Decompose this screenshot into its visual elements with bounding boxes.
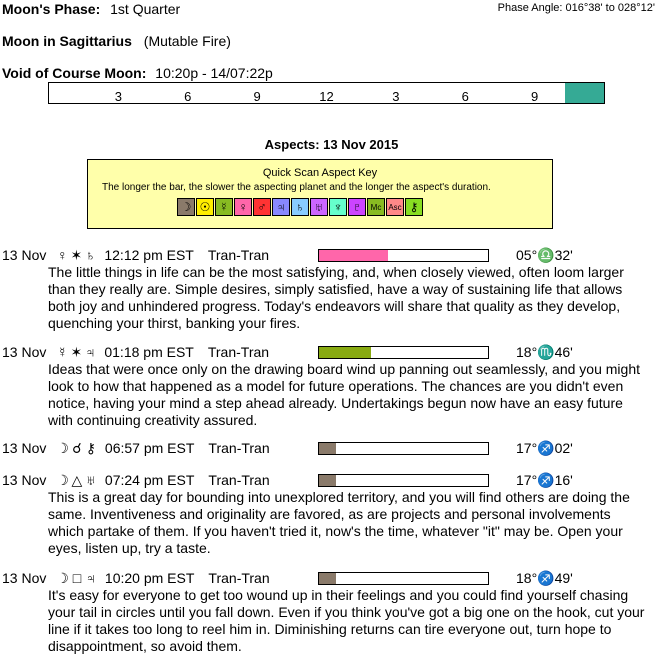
- moon-sign: [2, 33, 231, 49]
- moon-icon: ☽: [177, 198, 195, 216]
- moon-phase-label: Moon's Phase:: [2, 1, 101, 17]
- sun-icon: ☉: [196, 198, 214, 216]
- voc-value: 10:20p - 14/07:22p: [155, 65, 273, 81]
- aspect-duration-fill: [319, 475, 336, 486]
- aspect-description: The little things in life can be the most satisfying, and, when closely viewed, often loom larger than they really are. Simple desires, simply satisfied, have a way of sustaining life that allows both joy and unhindered progress. Today's endeavors will share that quality as they develop, quenching your thirst, banking your fires.: [48, 264, 624, 331]
- aspects-title: Aspects: 13 Nov 2015: [264, 137, 399, 152]
- aspect-description: Ideas that were once only on the drawing board wind up panning out seamlessly, and you might look to how that happened as a model for future operations. The chances are you didn't even notice, having your mind a step ahead already. Undertakings begun now have an easy future with continuing creativity assured.: [48, 361, 640, 428]
- timeline-tick-label: 3: [114, 89, 122, 104]
- planet-2-icon: ♅: [85, 472, 97, 488]
- planet-2-icon: ♃: [85, 570, 97, 586]
- planet-1-icon: ☽: [56, 440, 69, 456]
- timeline-tick-label: 6: [184, 89, 192, 104]
- aspect-date: 13 Nov: [2, 570, 47, 586]
- aspect-time: 12:12 pm EST: [104, 247, 194, 263]
- midheaven-icon: Mc: [367, 198, 385, 216]
- saturn-icon: ♄: [291, 198, 309, 216]
- aspect-date: 13 Nov: [2, 344, 47, 360]
- aspect-time: 10:20 pm EST: [104, 570, 195, 586]
- aspect-duration-bar: [318, 346, 489, 359]
- aspect-duration-bar: [318, 442, 489, 455]
- chiron-icon: ⚷: [405, 198, 423, 216]
- venus-icon: ♀: [234, 198, 252, 216]
- moon-sign-label: Moon in Sagittarius: [2, 33, 132, 49]
- aspect-duration-fill: [319, 443, 336, 454]
- neptune-icon: ♆: [329, 198, 347, 216]
- timeline-tick-label: 9: [253, 89, 261, 104]
- jupiter-icon: ♃: [272, 198, 290, 216]
- aspect-degree: 17°♐16': [516, 472, 573, 488]
- aspect-key: [87, 159, 553, 229]
- timeline-tick-label: 9: [531, 89, 539, 104]
- aspect-glyph-icon: ☌: [72, 440, 82, 456]
- aspect-degree: 18°♐49': [516, 570, 573, 586]
- aspect-degree: 18°♏46': [516, 344, 573, 360]
- voc-timeline: [48, 82, 605, 104]
- uranus-icon: ♅: [310, 198, 328, 216]
- aspect-description: This is a great day for bounding into unexplored territory, and you will find others are doing the same. Inventiveness and originality are favored, as are projects and personal involvements which partake of them. If you haven't tried it, now's the time, whatever "it" may be. Open your eyes, listen up, try a taste.: [48, 489, 630, 556]
- voc-label: Void of Course Moon:: [2, 65, 147, 81]
- aspect-glyph-icon: ✶: [70, 247, 83, 263]
- aspect-time: 06:57 pm EST: [104, 440, 195, 456]
- mercury-icon: ☿: [215, 198, 233, 216]
- voc-timeline-fill: [565, 83, 604, 103]
- aspect-duration-fill: [319, 250, 388, 261]
- aspect-date: 13 Nov: [2, 472, 47, 488]
- aspect-degree: 17°♐02': [516, 440, 573, 456]
- aspect-time: 01:18 pm EST: [104, 344, 194, 360]
- aspect-duration-bar: [318, 572, 489, 585]
- aspect-date: 13 Nov: [2, 440, 47, 456]
- planet-1-icon: ♀: [57, 247, 68, 263]
- planet-2-icon: ♄: [85, 247, 96, 263]
- aspect-description: It's easy for everyone to get too wound up in their feelings and you could find yourself chasing your tail in circles until you fall down. Even if you think you've got a big one on the hook, cut your line if it takes too long to reel him in. Diminishing returns can tire everyone out, turn hope to disappointment, so avoid them.: [48, 587, 645, 654]
- planet-1-icon: ☽: [56, 472, 69, 488]
- aspect-type: Tran-Tran: [208, 472, 270, 488]
- aspect-key-swatches: [177, 198, 424, 216]
- aspect-type: Tran-Tran: [207, 344, 270, 360]
- aspect-header: [2, 570, 270, 587]
- aspect-time: 07:24 pm EST: [104, 472, 195, 488]
- aspect-duration-bar: [318, 474, 489, 487]
- aspect-glyph-icon: △: [71, 472, 83, 488]
- mars-icon: ♂: [253, 198, 271, 216]
- aspect-duration-fill: [319, 573, 336, 584]
- aspect-header: [2, 472, 270, 489]
- aspect-type: Tran-Tran: [208, 440, 270, 456]
- planet-1-icon: ☿: [57, 344, 68, 360]
- aspect-key-description: The longer the bar, the slower the aspecting planet and the longer the aspect's duration.: [102, 182, 491, 193]
- aspect-glyph-icon: □: [72, 570, 82, 586]
- moon-phase: [2, 1, 180, 17]
- aspect-header: [2, 344, 269, 361]
- moon-phase-value: 1st Quarter: [110, 1, 181, 17]
- planet-1-icon: ☽: [56, 570, 69, 586]
- aspect-type: Tran-Tran: [207, 247, 270, 263]
- pluto-icon: ♇: [348, 198, 366, 216]
- aspect-duration-fill: [319, 347, 371, 358]
- timeline-tick-label: 3: [392, 89, 400, 104]
- aspect-glyph-icon: ✶: [70, 344, 83, 360]
- moon-sign-note: (Mutable Fire): [143, 33, 231, 49]
- aspect-duration-bar: [318, 249, 489, 262]
- aspect-header: [2, 440, 270, 457]
- timeline-tick-label: 6: [461, 89, 469, 104]
- aspect-header: [2, 247, 269, 264]
- void-of-course: [2, 65, 273, 81]
- aspect-type: Tran-Tran: [208, 570, 270, 586]
- aspect-key-title: Quick Scan Aspect Key: [262, 167, 378, 179]
- aspect-date: 13 Nov: [2, 247, 47, 263]
- phase-angle: Phase Angle: 016°38' to 028°12': [497, 2, 655, 14]
- ascendant-icon: Asc: [386, 198, 404, 216]
- planet-2-icon: ⚷: [85, 440, 97, 456]
- planet-2-icon: ♃: [85, 344, 96, 360]
- timeline-tick-label: 12: [319, 89, 334, 104]
- aspect-degree: 05°♎32': [516, 247, 573, 263]
